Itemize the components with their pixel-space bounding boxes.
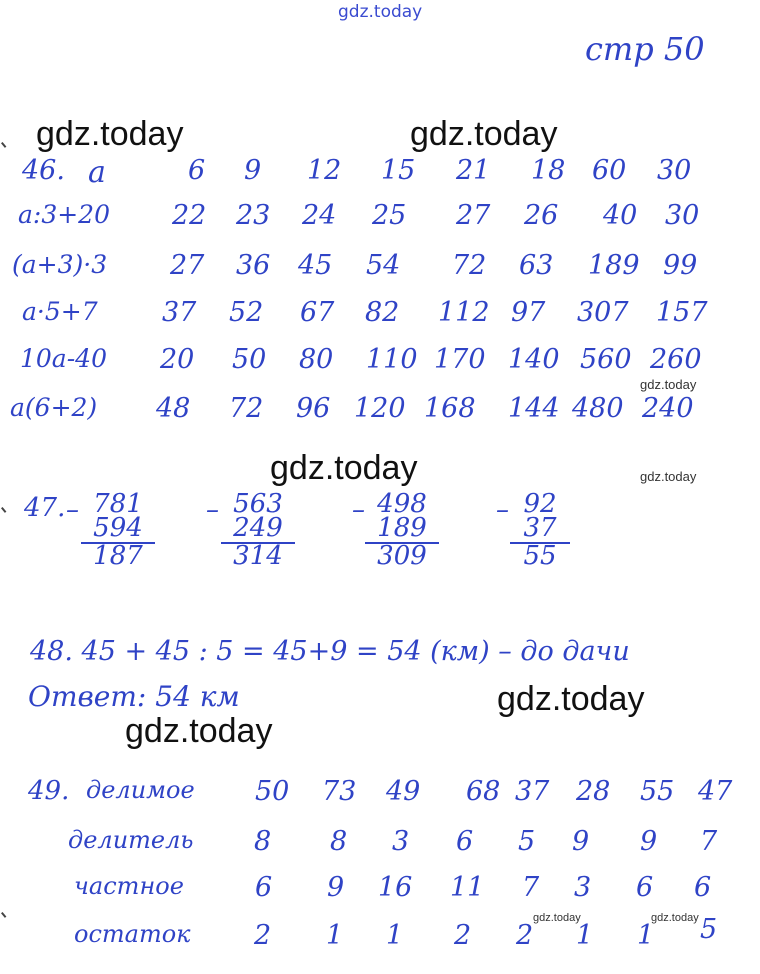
task-46-row [0,200,760,240]
subtraction: – 498 189 309 [362,492,442,568]
watermark: gdz.today [533,912,581,924]
value-cell: 7 [522,872,540,903]
result: 309 [377,541,427,571]
value-cell: 240 [642,393,694,424]
minuend: 563 [233,489,283,519]
minuend: 498 [377,489,427,519]
value-cell: 21 [456,155,491,186]
value-cell: 26 [524,200,559,231]
watermark: gdz.today [640,469,697,484]
task-46-row [0,297,760,337]
top-watermark: gdz.today [338,2,423,22]
minuend: 92 [523,489,557,519]
watermark: gdz.today [125,712,273,750]
value-cell: 50 [232,344,267,375]
result: 55 [523,541,557,571]
value-cell: 144 [508,393,560,424]
value-cell: 560 [580,344,632,375]
watermark: gdz.today [651,912,699,924]
value-cell: 16 [378,872,413,903]
value-cell: 110 [366,344,418,375]
value-cell: 2 [254,920,272,951]
row-label: a:3+20 [18,200,110,229]
value-cell: 11 [450,872,485,903]
value-cell: 27 [456,200,491,231]
value-cell: 1 [326,920,344,951]
value-cell: 73 [322,776,357,807]
value-cell: 97 [511,297,546,328]
value-cell: 68 [466,776,501,807]
value-cell: 45 [298,250,333,281]
value-cell: 22 [172,200,207,231]
watermark: gdz.today [270,449,418,487]
value-cell: 6 [188,155,206,186]
value-cell: 54 [366,250,401,281]
page-label: стр 50 [585,30,705,68]
row-label: 10a-40 [20,344,107,373]
task-46-row [0,155,760,195]
row-label: a·5+7 [22,297,98,326]
value-cell: 30 [657,155,692,186]
task-49-number: 49. [28,776,70,806]
watermark: gdz.today [36,115,184,153]
value-cell: 120 [354,393,406,424]
value-cell: 20 [160,344,195,375]
edge-mark [1,138,11,148]
value-cell: 50 [255,776,290,807]
task-48-answer: Ответ: 54 км [28,680,240,713]
value-cell: 2 [516,920,534,951]
watermark: gdz.today [410,115,558,153]
value-cell: 49 [386,776,421,807]
value-cell: 48 [156,393,191,424]
value-cell: 6 [636,872,654,903]
subtraction: – 563 249 314 [218,492,298,568]
value-cell: 23 [236,200,271,231]
subtrahend: 594 [93,513,143,543]
row-label: остаток [74,920,191,948]
value-cell: 6 [694,872,712,903]
value-cell: 8 [330,826,348,857]
value-cell: 307 [577,297,629,328]
task-49-row [0,776,760,816]
watermark: gdz.today [640,377,697,392]
minuend: 781 [93,489,143,519]
value-cell: 157 [656,297,708,328]
value-cell: 30 [665,200,700,231]
row-label: a(6+2) [10,393,98,422]
value-cell: 82 [365,297,400,328]
value-cell: 260 [650,344,702,375]
value-cell: 28 [576,776,611,807]
value-cell: 3 [392,826,410,857]
value-cell: 27 [170,250,205,281]
value-cell: 96 [296,393,331,424]
result: 314 [233,541,283,571]
subtrahend: 249 [233,513,283,543]
value-cell: 40 [603,200,638,231]
row-label: (a+3)·3 [12,250,108,279]
value-cell: 8 [254,826,272,857]
value-cell: 72 [229,393,264,424]
value-cell: 52 [229,297,264,328]
value-cell: 189 [588,250,640,281]
value-cell: 168 [424,393,476,424]
value-cell: 5 [700,914,718,945]
value-cell: 9 [244,155,262,186]
result: 187 [93,541,143,571]
task-46-row [0,393,760,433]
value-cell: 7 [700,826,718,857]
value-cell: 24 [302,200,337,231]
value-cell: 140 [508,344,560,375]
value-cell: 2 [454,920,472,951]
value-cell: 6 [456,826,474,857]
task-46-row [0,250,760,290]
task-49-row [0,872,760,912]
value-cell: 112 [438,297,490,328]
task-49-row [0,826,760,866]
value-cell: 480 [572,393,624,424]
subtrahend: 189 [377,513,427,543]
value-cell: 55 [640,776,675,807]
value-cell: 37 [515,776,550,807]
subtraction: – 781 594 187 [78,492,158,568]
value-cell: 25 [372,200,407,231]
value-cell: 37 [162,297,197,328]
value-cell: 3 [574,872,592,903]
value-cell: 9 [327,872,345,903]
value-cell: 18 [531,155,566,186]
value-cell: 60 [592,155,627,186]
task-46-row [0,344,760,384]
value-cell: 72 [452,250,487,281]
value-cell: 63 [519,250,554,281]
value-cell: 36 [236,250,271,281]
subtraction: – 92 37 55 [500,492,580,568]
value-cell: 1 [576,920,594,951]
value-cell: 5 [518,826,536,857]
value-cell: 6 [255,872,273,903]
value-cell: 47 [698,776,733,807]
value-cell: 1 [386,920,404,951]
watermark: gdz.today [497,680,645,718]
value-cell: 170 [434,344,486,375]
row-label: делимое [86,776,195,804]
row-label: делитель [68,826,194,854]
value-cell: 99 [663,250,698,281]
value-cell: 1 [637,920,655,951]
row-label: a [88,155,106,190]
value-cell: 9 [640,826,658,857]
edge-mark [1,503,11,513]
value-cell: 67 [300,297,335,328]
value-cell: 15 [381,155,416,186]
value-cell: 9 [572,826,590,857]
task-47-number: 47. [24,493,66,523]
task-48-solution: 48. 45 + 45 : 5 = 45+9 = 54 (км) – до дачи [30,636,630,667]
row-label: частное [74,872,184,900]
task-46-number: 46. [22,155,65,186]
value-cell: 80 [299,344,334,375]
value-cell: 12 [307,155,342,186]
subtrahend: 37 [523,513,557,543]
